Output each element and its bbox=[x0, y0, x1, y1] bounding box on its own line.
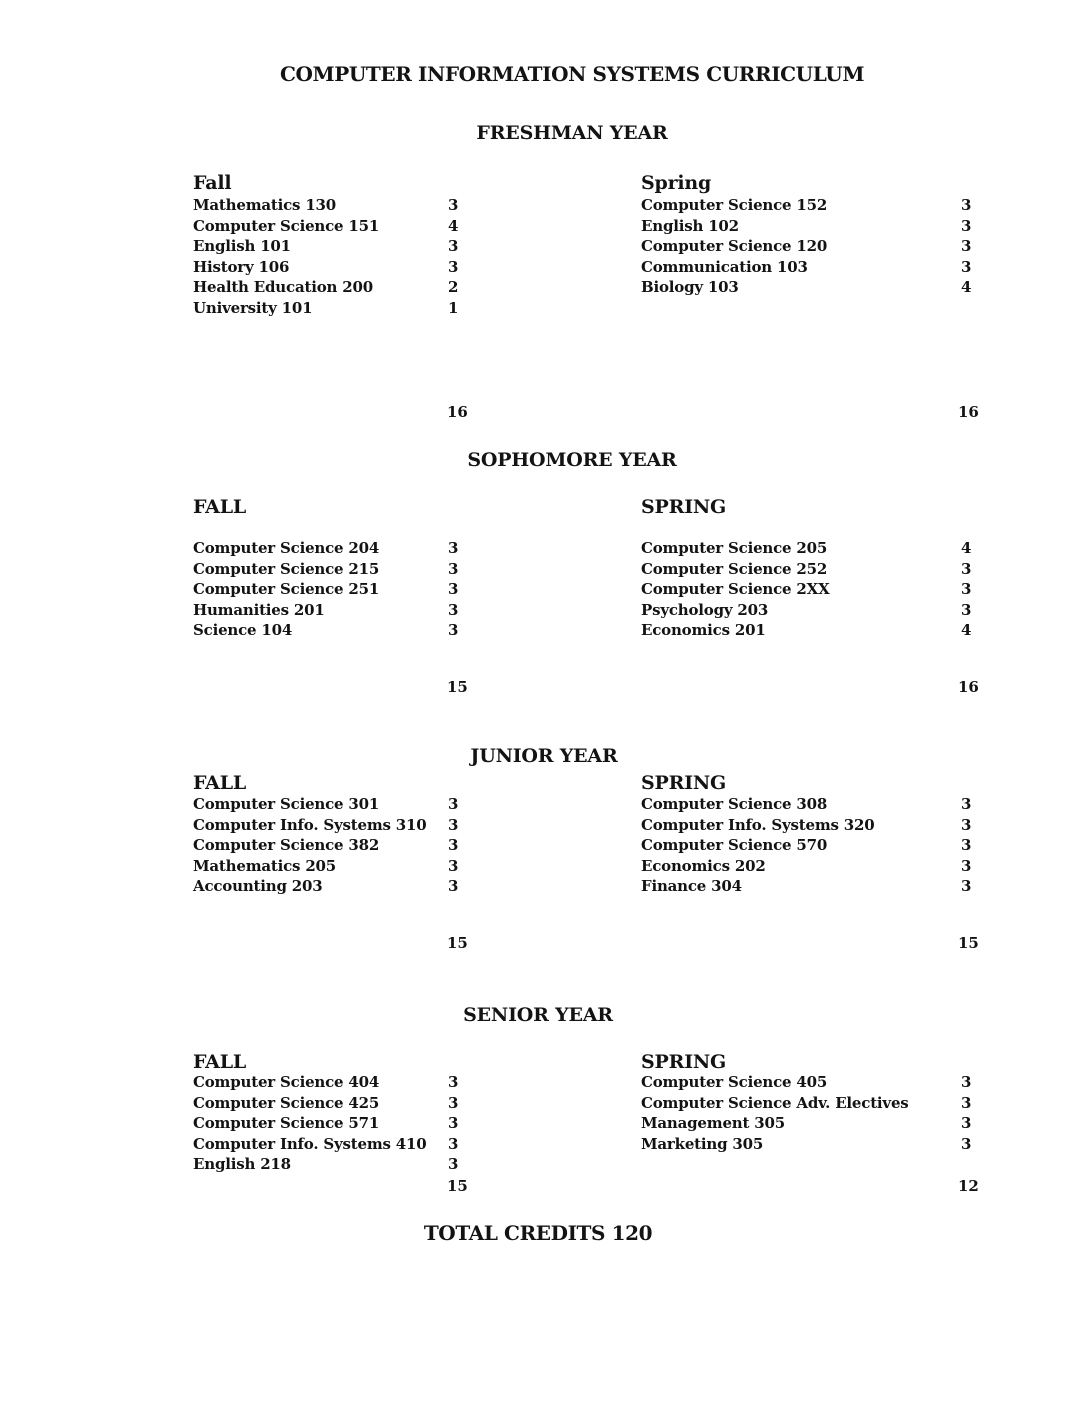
course-credits: 3 bbox=[961, 1093, 972, 1112]
course-credits: 3 bbox=[961, 856, 972, 875]
course-credits: 3 bbox=[448, 1114, 459, 1133]
course-row bbox=[641, 1072, 981, 1093]
sophomore-year-spring-label: SPRING bbox=[641, 496, 727, 518]
course-name: Economics 202 bbox=[641, 856, 766, 875]
course-name: Mathematics 130 bbox=[193, 196, 337, 214]
junior-year-spring-total: 15 bbox=[958, 934, 979, 952]
course-name: Computer Science 308 bbox=[641, 795, 828, 813]
senior-year-spring-course-list bbox=[641, 1072, 981, 1154]
course-credits: 3 bbox=[448, 1155, 459, 1174]
course-name: Computer Science 405 bbox=[641, 1073, 828, 1091]
course-credits: 3 bbox=[961, 257, 972, 276]
course-credits: 3 bbox=[961, 1134, 972, 1153]
junior-year-heading: JUNIOR YEAR bbox=[470, 745, 618, 767]
course-row bbox=[641, 216, 981, 237]
course-row bbox=[641, 1134, 981, 1155]
course-name: Computer Science 204 bbox=[193, 539, 380, 557]
course-name: Humanities 201 bbox=[193, 600, 325, 619]
senior-year-spring-label: SPRING bbox=[641, 1051, 727, 1073]
course-credits: 3 bbox=[448, 1134, 459, 1153]
course-name: Computer Science 425 bbox=[193, 1093, 380, 1112]
course-name: University 101 bbox=[193, 298, 313, 317]
course-row bbox=[193, 298, 468, 319]
sophomore-year-spring-total: 16 bbox=[958, 678, 979, 696]
sophomore-year-heading: SOPHOMORE YEAR bbox=[467, 449, 677, 471]
course-row bbox=[193, 794, 468, 815]
course-row bbox=[193, 876, 468, 897]
junior-year-spring-course-list bbox=[641, 794, 981, 897]
course-name: Computer Science 301 bbox=[193, 795, 380, 813]
course-credits: 3 bbox=[448, 600, 459, 619]
freshman-year-spring-course-list bbox=[641, 195, 981, 298]
course-name: Computer Science 251 bbox=[193, 580, 380, 599]
course-row bbox=[193, 195, 468, 216]
course-name: Computer Info. Systems 320 bbox=[641, 815, 875, 834]
junior-year-fall-label: FALL bbox=[193, 772, 247, 794]
course-name: Finance 304 bbox=[641, 877, 742, 896]
course-row bbox=[193, 815, 468, 836]
course-name: Management 305 bbox=[641, 1114, 785, 1133]
course-credits: 3 bbox=[448, 196, 459, 214]
course-row bbox=[193, 856, 468, 877]
course-name: Psychology 203 bbox=[641, 600, 769, 619]
course-row bbox=[193, 600, 468, 621]
course-credits: 3 bbox=[961, 836, 972, 855]
course-row bbox=[193, 257, 468, 278]
course-credits: 3 bbox=[961, 1073, 972, 1091]
course-credits: 3 bbox=[448, 621, 459, 640]
course-name: Computer Science 151 bbox=[193, 216, 380, 235]
sophomore-year-fall-total: 15 bbox=[447, 678, 468, 696]
freshman-year-fall-total: 16 bbox=[447, 403, 468, 421]
course-credits: 3 bbox=[448, 1073, 459, 1091]
course-row bbox=[193, 1134, 468, 1155]
course-credits: 3 bbox=[961, 1114, 972, 1133]
course-name: Accounting 203 bbox=[193, 877, 323, 896]
course-name: Computer Science 2XX bbox=[641, 580, 830, 599]
course-row bbox=[641, 794, 981, 815]
junior-year-fall-course-list bbox=[193, 794, 468, 897]
course-row bbox=[641, 1093, 981, 1114]
course-row bbox=[641, 815, 981, 836]
course-row bbox=[641, 257, 981, 278]
course-row bbox=[193, 579, 468, 600]
course-row bbox=[193, 1093, 468, 1114]
course-credits: 3 bbox=[961, 815, 972, 834]
freshman-year-heading: FRESHMAN YEAR bbox=[476, 122, 668, 144]
sophomore-year-fall-course-list bbox=[193, 538, 468, 641]
course-row bbox=[193, 216, 468, 237]
senior-year-heading: SENIOR YEAR bbox=[463, 1004, 613, 1026]
course-row bbox=[641, 1113, 981, 1134]
course-credits: 3 bbox=[448, 580, 459, 599]
course-credits: 3 bbox=[448, 877, 459, 896]
sophomore-year-fall-label: FALL bbox=[193, 496, 247, 518]
total-credits: TOTAL CREDITS 120 bbox=[423, 1221, 653, 1245]
course-row bbox=[193, 559, 468, 580]
course-credits: 3 bbox=[961, 580, 972, 599]
course-credits: 3 bbox=[961, 600, 972, 619]
junior-year-fall-total: 15 bbox=[447, 934, 468, 952]
course-row bbox=[193, 1154, 468, 1175]
course-credits: 3 bbox=[448, 559, 459, 578]
course-name: Marketing 305 bbox=[641, 1134, 764, 1153]
course-credits: 3 bbox=[448, 1093, 459, 1112]
course-name: Health Education 200 bbox=[193, 278, 373, 297]
freshman-year-fall-label: Fall bbox=[193, 172, 232, 194]
course-row bbox=[193, 620, 468, 641]
course-credits: 3 bbox=[448, 836, 459, 855]
senior-year-fall-total: 15 bbox=[447, 1177, 468, 1195]
course-name: Computer Science 215 bbox=[193, 559, 380, 578]
course-row bbox=[193, 835, 468, 856]
course-credits: 3 bbox=[448, 539, 459, 557]
freshman-year-spring-label: Spring bbox=[641, 172, 712, 194]
course-name: Computer Science Adv. Electives bbox=[641, 1093, 909, 1112]
course-row bbox=[193, 1113, 468, 1134]
course-name: Computer Science 404 bbox=[193, 1073, 380, 1091]
course-row bbox=[641, 236, 981, 257]
course-name: English 102 bbox=[641, 216, 739, 235]
course-credits: 3 bbox=[961, 196, 972, 214]
document-title: COMPUTER INFORMATION SYSTEMS CURRICULUM bbox=[279, 62, 865, 86]
course-name: Communication 103 bbox=[641, 257, 808, 276]
course-name: English 218 bbox=[193, 1155, 291, 1174]
course-credits: 3 bbox=[961, 795, 972, 813]
freshman-year-fall-course-list bbox=[193, 195, 468, 319]
course-name: Computer Science 571 bbox=[193, 1114, 380, 1133]
course-name: Computer Science 252 bbox=[641, 559, 828, 578]
junior-year-spring-label: SPRING bbox=[641, 772, 727, 794]
sophomore-year-spring-course-list bbox=[641, 538, 981, 641]
course-name: Economics 201 bbox=[641, 621, 766, 640]
course-row bbox=[641, 856, 981, 877]
senior-year-spring-total: 12 bbox=[958, 1177, 979, 1195]
course-name: Science 104 bbox=[193, 621, 293, 640]
course-name: History 106 bbox=[193, 257, 290, 276]
course-credits: 3 bbox=[961, 216, 972, 235]
course-name: Computer Science 382 bbox=[193, 836, 380, 855]
course-credits: 3 bbox=[961, 877, 972, 896]
course-credits: 3 bbox=[448, 795, 459, 813]
course-credits: 4 bbox=[961, 621, 972, 640]
senior-year-fall-course-list bbox=[193, 1072, 468, 1175]
course-name: English 101 bbox=[193, 237, 291, 256]
course-row bbox=[193, 538, 468, 559]
course-credits: 4 bbox=[961, 539, 972, 557]
freshman-year-spring-total: 16 bbox=[958, 403, 979, 421]
course-row bbox=[641, 876, 981, 897]
course-name: Computer Info. Systems 310 bbox=[193, 815, 427, 834]
course-name: Computer Science 205 bbox=[641, 539, 828, 557]
course-credits: 1 bbox=[448, 298, 459, 317]
course-row bbox=[641, 277, 981, 298]
course-name: Computer Science 152 bbox=[641, 196, 828, 214]
course-row bbox=[193, 277, 468, 298]
course-credits: 3 bbox=[448, 257, 459, 276]
course-credits: 2 bbox=[448, 278, 459, 297]
course-name: Biology 103 bbox=[641, 278, 739, 297]
course-credits: 3 bbox=[448, 237, 459, 256]
course-row bbox=[641, 538, 981, 559]
course-credits: 4 bbox=[448, 216, 459, 235]
course-name: Computer Science 120 bbox=[641, 237, 828, 256]
course-credits: 3 bbox=[448, 856, 459, 875]
course-row bbox=[193, 1072, 468, 1093]
course-row bbox=[641, 835, 981, 856]
course-row bbox=[641, 195, 981, 216]
course-row bbox=[641, 620, 981, 641]
course-row bbox=[641, 579, 981, 600]
course-credits: 3 bbox=[961, 237, 972, 256]
course-name: Mathematics 205 bbox=[193, 856, 337, 875]
course-row bbox=[641, 559, 981, 580]
course-credits: 3 bbox=[961, 559, 972, 578]
course-credits: 3 bbox=[448, 815, 459, 834]
course-name: Computer Science 570 bbox=[641, 836, 828, 855]
course-row bbox=[193, 236, 468, 257]
course-name: Computer Info. Systems 410 bbox=[193, 1134, 427, 1153]
course-row bbox=[641, 600, 981, 621]
course-credits: 4 bbox=[961, 278, 972, 297]
senior-year-fall-label: FALL bbox=[193, 1051, 247, 1073]
